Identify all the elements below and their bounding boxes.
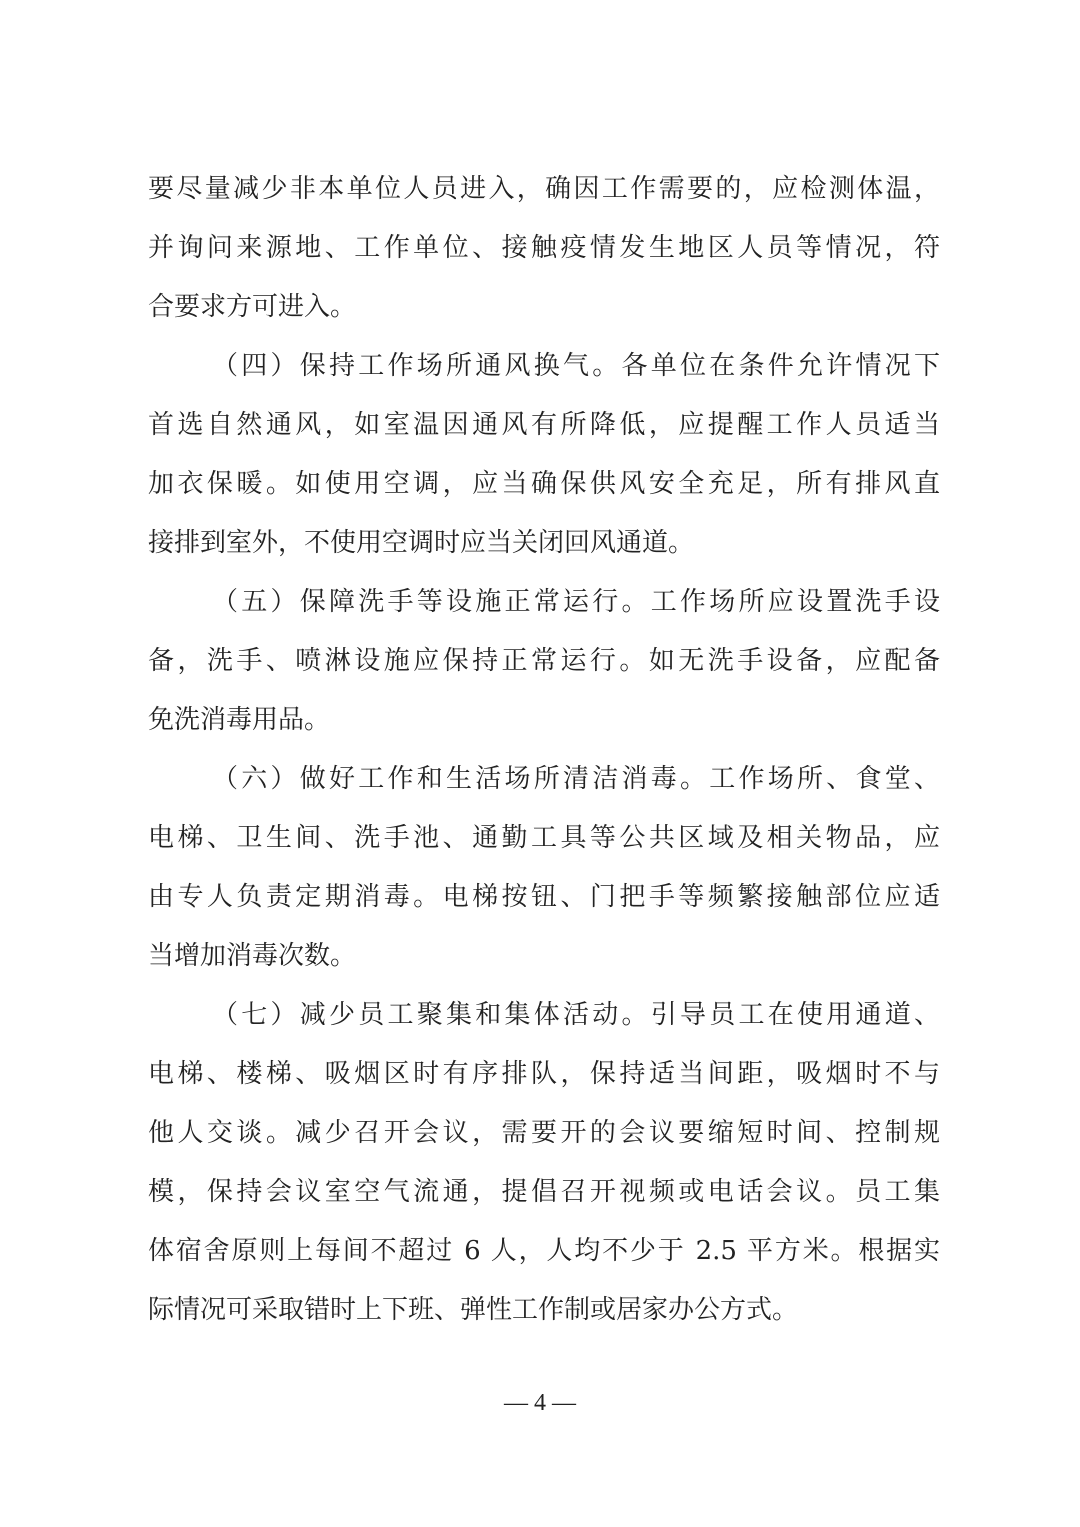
text-line: 他人交谈。减少召开会议，需要开的会议要缩短时间、控制规 <box>148 1118 940 1148</box>
text-line: 加衣保暖。如使用空调，应当确保供风安全充足，所有排风直 <box>148 469 940 499</box>
text-line: 首选自然通风，如室温因通风有所降低，应提醒工作人员适当 <box>148 410 940 440</box>
text-line: 当增加消毒次数。 <box>148 941 357 971</box>
text-line: 电梯、楼梯、吸烟区时有序排队，保持适当间距，吸烟时不与 <box>148 1059 940 1089</box>
section-heading-line: （六）做好工作和生活场所清洁消毒。工作场所、食堂、 <box>212 764 940 794</box>
text-line: 并询问来源地、工作单位、接触疫情发生地区人员等情况，符 <box>148 233 940 263</box>
text-line: 际情况可采取错时上下班、弹性工作制或居家办公方式。 <box>148 1295 799 1325</box>
text-line: 备，洗手、喷淋设施应保持正常运行。如无洗手设备，应配备 <box>148 646 940 676</box>
body-text <box>148 160 940 1340</box>
text-line: 要尽量减少非本单位人员进入，确因工作需要的，应检测体温， <box>148 174 940 204</box>
section-heading-line: （四）保持工作场所通风换气。各单位在条件允许情况下 <box>212 351 940 381</box>
section-heading-line: （五）保障洗手等设施正常运行。工作场所应设置洗手设 <box>212 587 940 617</box>
text-line: 模，保持会议室空气流通，提倡召开视频或电话会议。员工集 <box>148 1177 940 1207</box>
text-line: 体宿舍原则上每间不超过 6 人，人均不少于 2.5 平方米。根据实 <box>148 1236 940 1266</box>
text-line: 合要求方可进入。 <box>148 292 357 322</box>
text-line: 由专人负责定期消毒。电梯按钮、门把手等频繁接触部位应适 <box>148 882 940 912</box>
section-heading-line: （七）减少员工聚集和集体活动。引导员工在使用通道、 <box>212 1000 940 1030</box>
text-line: 接排到室外，不使用空调时应当关闭回风通道。 <box>148 528 695 558</box>
text-line: 电梯、卫生间、洗手池、通勤工具等公共区域及相关物品，应 <box>148 823 940 853</box>
page-number: — 4 — <box>504 1390 576 1416</box>
text-line: 免洗消毒用品。 <box>148 705 331 735</box>
